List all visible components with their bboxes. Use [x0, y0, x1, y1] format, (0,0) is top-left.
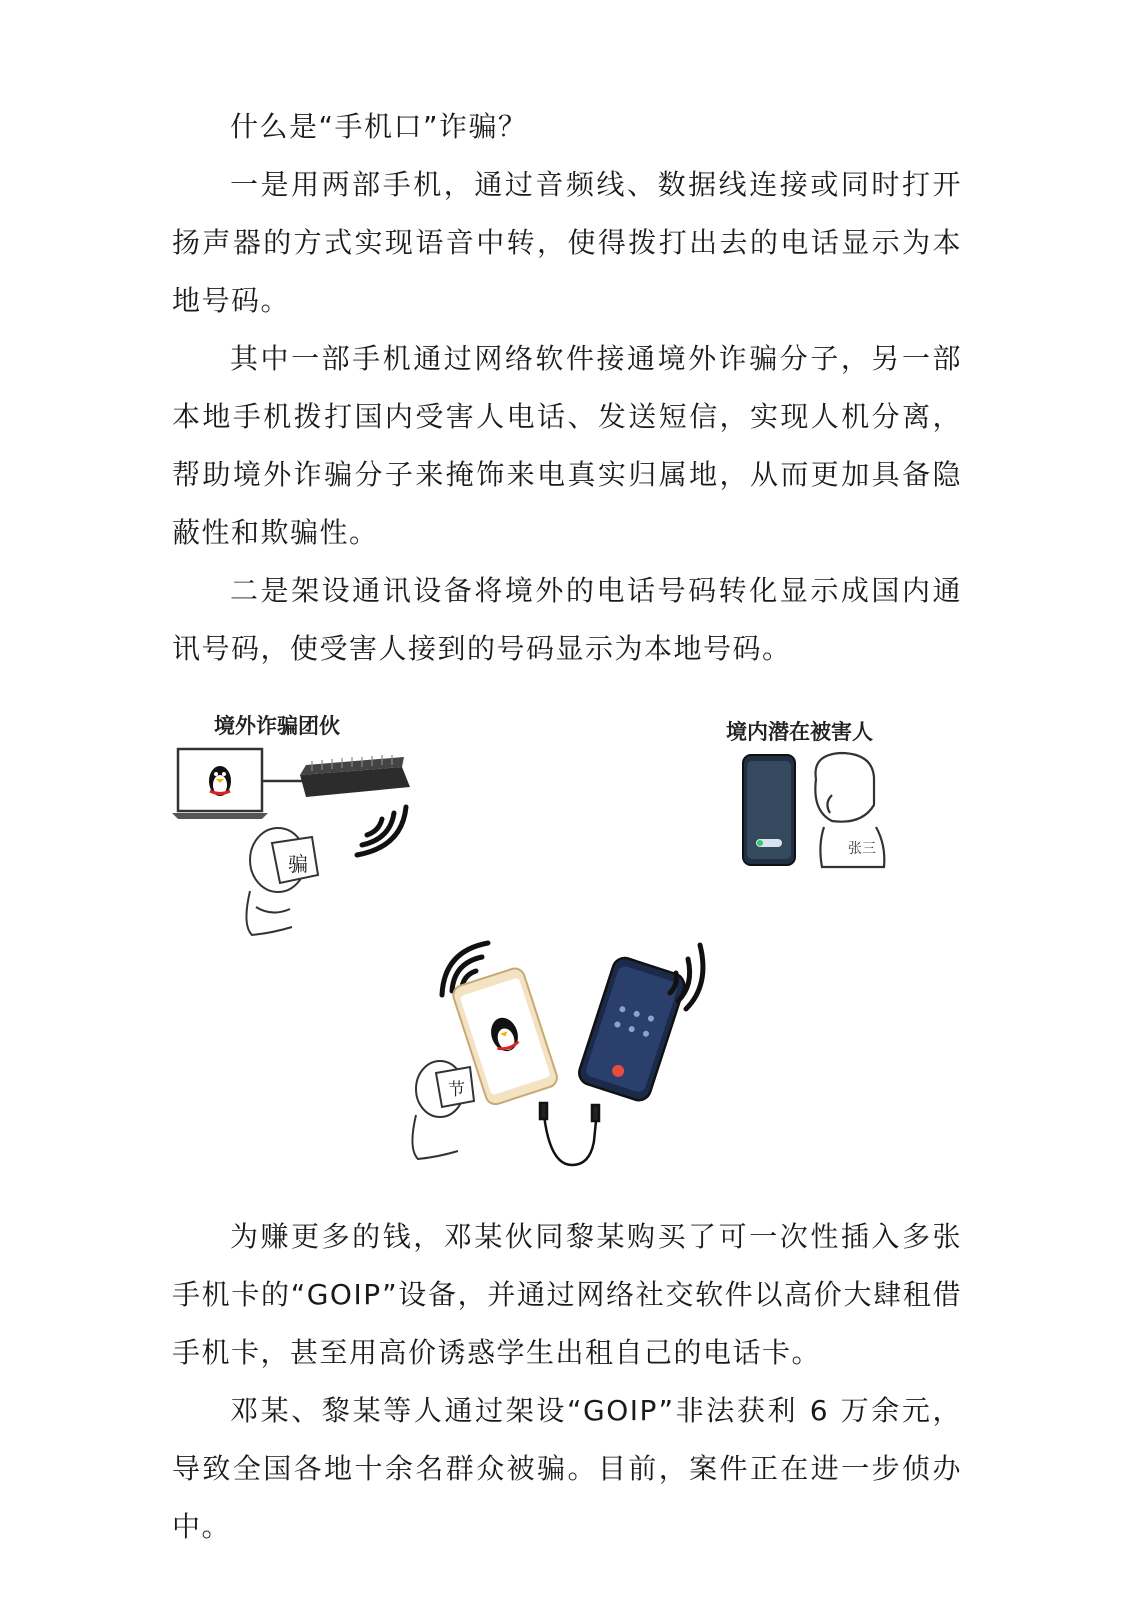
article-top: [172, 98, 962, 678]
paragraph-method-detail: 其中一部手机通过网络软件接通境外诈骗分子，另一部本地手机拨打国内受害人电话、发送短信，实现人机分离，帮助境外诈骗分子来掩饰来电真实归属地，从而更加具备隐蔽性和欺骗性。: [172, 342, 962, 549]
domestic-victim-label: 境内潜在被害人: [726, 720, 873, 744]
article-bottom: [172, 1208, 962, 1556]
shirt-text: 张三: [848, 841, 876, 857]
penguin-icon: [209, 766, 231, 796]
overseas-gang-label: 境外诈骗团伙: [214, 714, 340, 738]
victim-phone-icon: [743, 755, 795, 865]
paragraph-case-status: 邓某、黎某等人通过架设“GOIP”非法获利 6 万余元，导致全国各地十余名群众被骗。目前，案件正在进一步侦办中。: [172, 1394, 962, 1543]
section-question: 什么是“手机口”诈骗？: [230, 110, 528, 143]
fraud-illustration: [172, 695, 960, 1191]
mask-char-text: 骗: [288, 852, 308, 876]
paragraph-method-two: 二是架设通讯设备将境外的电话号码转化显示成国内通讯号码，使受害人接到的号码显示为本地号码。: [172, 574, 962, 665]
illustration-svg: [172, 695, 960, 1191]
paragraph-method-one: 一是用两部手机，通过音频线、数据线连接或同时打开扬声器的方式实现语音中转，使得拨打出去的电话显示为本地号码。: [172, 168, 962, 317]
laptop-icon: [172, 749, 268, 819]
paragraph-goip-purchase: 为赚更多的钱，邓某伙同黎某购买了可一次性插入多张手机卡的“GOIP”设备，并通过网络社交软件以高价大肆租借手机卡，甚至用高价诱惑学生出租自己的电话卡。: [172, 1220, 962, 1369]
mask-char-text-2: 节: [448, 1080, 465, 1100]
